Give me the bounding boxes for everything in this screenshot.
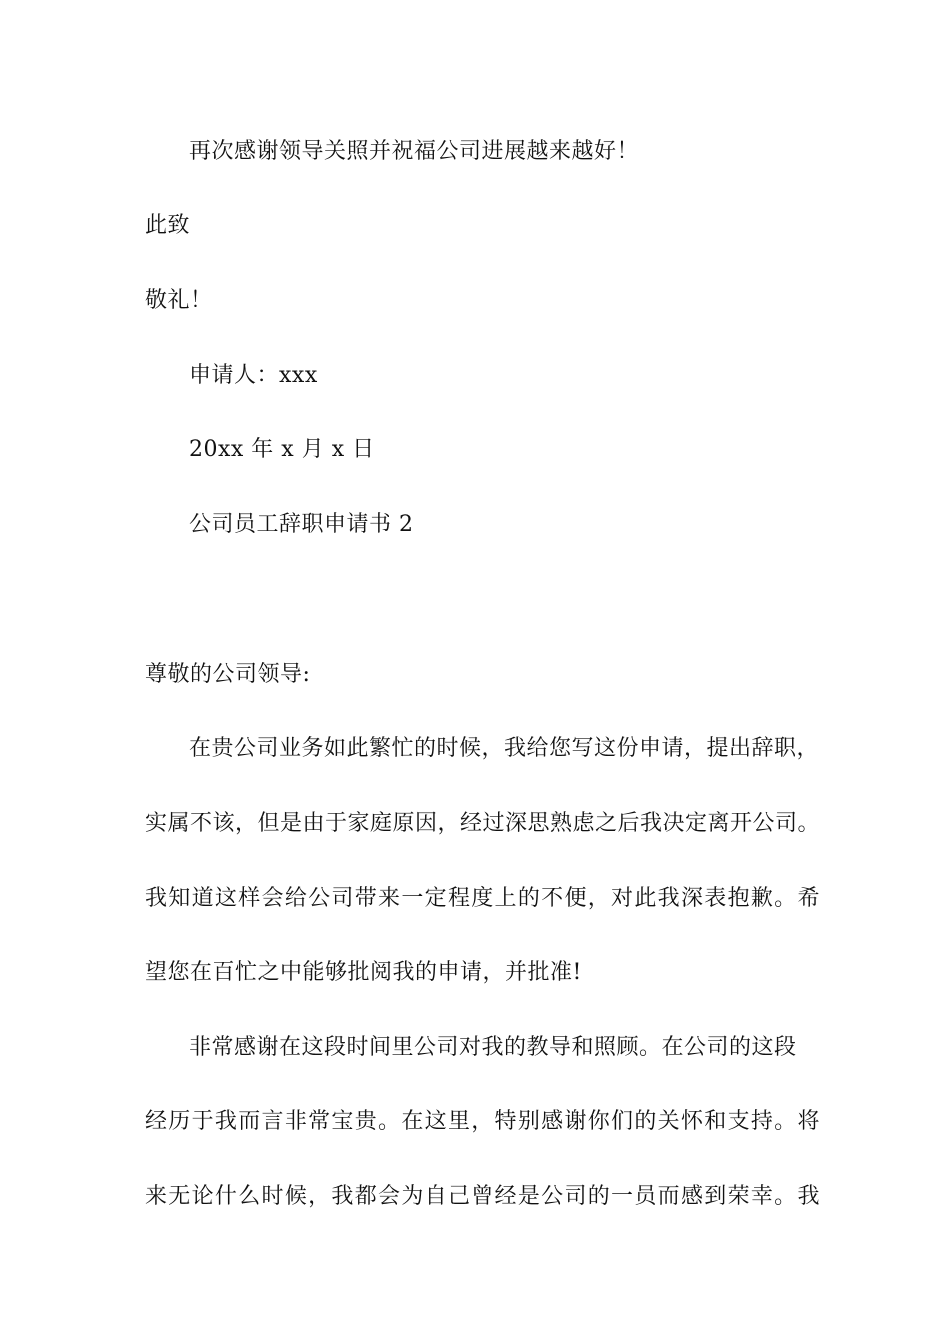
document-title: 公司员工辞职申请书 2 — [189, 512, 414, 537]
paragraph-line: 我知道这样会给公司带来一定程度上的不便，对此我深表抱歉。希 — [145, 886, 820, 911]
closing-line-1: 此致 — [145, 213, 191, 238]
paragraph-line: 非常感谢在这段时间里公司对我的教导和照顾。在公司的这段 — [189, 1035, 797, 1060]
paragraph-line: 经历于我而言非常宝贵。在这里，特别感谢你们的关怀和支持。将 — [145, 1109, 820, 1134]
applicant-line: 申请人：xxx — [189, 363, 318, 388]
thanks-line: 再次感谢领导关照并祝福公司进展越来越好！ — [189, 139, 640, 164]
paragraph-line: 实属不该，但是由于家庭原因，经过深思熟虑之后我决定离开公司。 — [145, 811, 821, 836]
paragraph-line: 来无论什么时候，我都会为自己曾经是公司的一员而感到荣幸。我 — [145, 1184, 820, 1209]
closing-line-2: 敬礼！ — [145, 288, 213, 313]
salutation-line: 尊敬的公司领导: — [145, 662, 311, 687]
paragraph-line: 在贵公司业务如此繁忙的时候，我给您写这份申请，提出辞职， — [189, 736, 820, 761]
date-line: 20xx 年 x 月 x 日 — [189, 437, 375, 462]
paragraph-line: 望您在百忙之中能够批阅我的申请，并批准! — [145, 960, 582, 985]
